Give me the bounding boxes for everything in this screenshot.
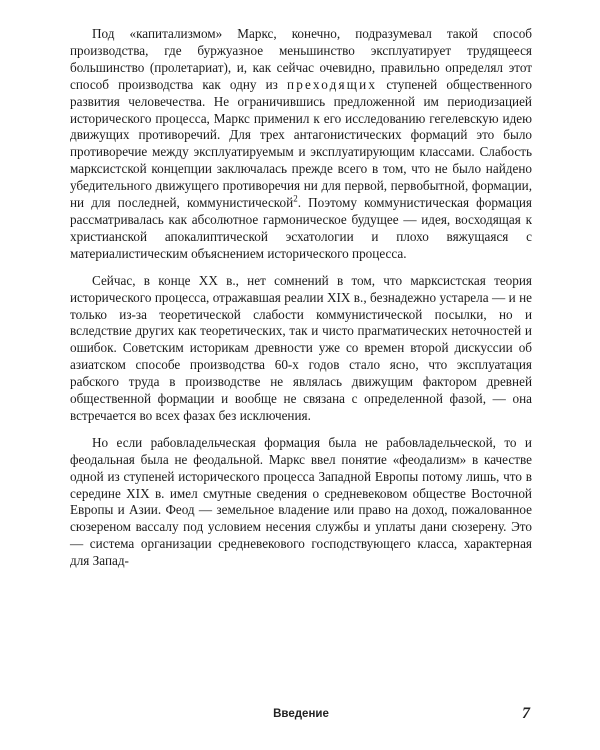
footnote-marker: 2	[293, 193, 298, 204]
paragraph-3-text: Но если рабовладельческая формация была не рабовладельческой, то и феодальная была не феодальной. Маркс ввел понятие «феодализм» в качестве одной из ступеней исторического процесса Западной Европы потому лишь, что в середине XIX в. имел смутные сведения о средневековом обществе Восточной Европы и Азии. Феод — земельное владение или право на доход, пожалованное сюзереном вассалу под условием несения службы и уплаты дани сюзерену. Это — система организации средневекового господствующего класса, характерная для Запад-	[70, 434, 532, 569]
page-footer	[70, 705, 532, 728]
paragraph-capitalism	[70, 26, 532, 263]
emphasized-word: преходящих	[286, 76, 378, 92]
page-body	[70, 26, 532, 570]
running-footer-title: Введение	[273, 708, 329, 720]
paragraph-1-text-c: . Поэтому коммунистическая формация рассматривалась как абсолютное гармоническое будущее — идея, восходящая к христианской апокалиптической эсхатологии и плохо вяжущаяся с материалистическим объяснением исторического процесса.	[70, 195, 532, 261]
paragraph-1-text-b: ступеней общественного развития человечества. Не ограничившись предложенной им периодизацией исторического процесса, Маркс применил к его исследованию гегелевскую идею движущих противоречий. Для трех антагонистических формаций это было противоречие между эксплуатируемым и эксплуатирующим классами. Слабость марксистской концепции заключалась прежде всего в том, что не было найдено убедительного движущего противоречия ни для первой, первобытной, формации, ни для последней, коммунистической	[70, 76, 532, 211]
paragraph-feudalism	[70, 435, 532, 570]
paragraph-marxist-theory	[70, 273, 532, 425]
paragraph-2-text: Сейчас, в конце XX в., нет сомнений в том, что марксистская теория исторического процесса, отражавшая реалии XIX в., безнадежно устарела — и не только из-за теоретической слабости коммунистической посылки, но и вследствие других как теоретических, так и чисто прагматических неточностей и ошибок. Советским историкам древности уже со времен второй дискуссии об азиатском способе производства 60-х годов стало ясно, что эксплуатация рабского труда в производстве не являлась движущим фактором древней общественной формации и вообще не связана с определенной фазой, — она встречается во всех фазах без исключения.	[70, 272, 532, 423]
paragraph-1-text-a: Под «капитализмом» Маркс, конечно, подразумевал такой способ производства, где буржуазное меньшинство эксплуатирует трудящееся большинство (пролетариат), и, как сейчас очевидно, правильно определял этот способ производства как одну из	[70, 26, 532, 92]
page-number: 7	[522, 705, 530, 722]
